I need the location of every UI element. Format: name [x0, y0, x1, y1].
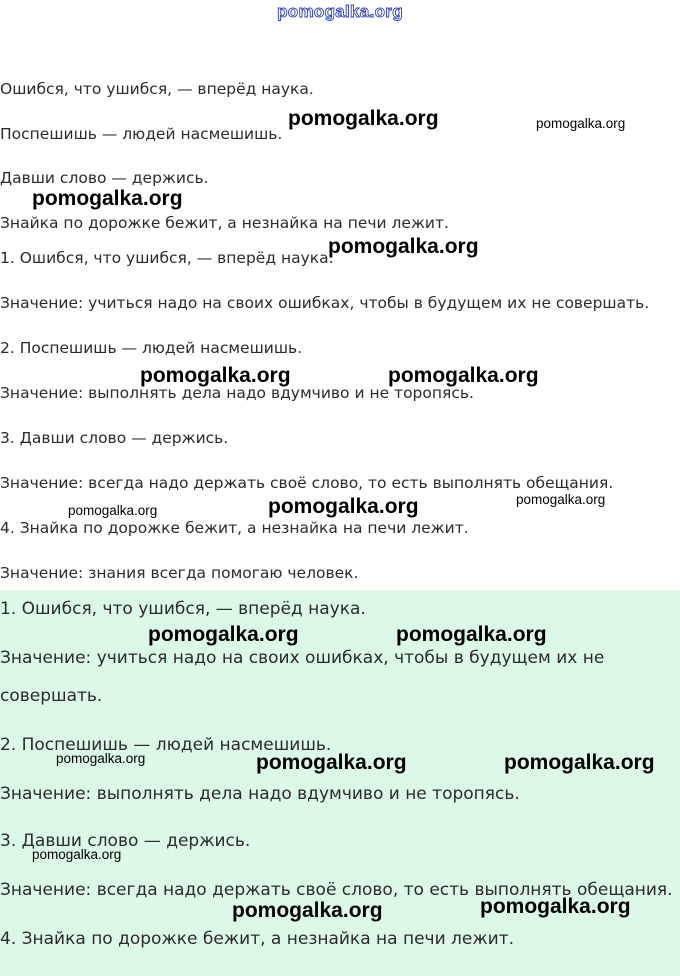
proverb-3: Давши слово — держись. [0, 169, 209, 187]
watermark: pomogalka.org [232, 899, 383, 922]
answer1-meaning-1: Значение: учиться надо на своих ошибках, чтобы в будущем их не совершать. [0, 294, 650, 312]
site-logo[interactable]: pomogalka.org [277, 2, 403, 21]
answer2-proverb-2: 2. Поспешишь — людей насмешишь. [0, 735, 332, 755]
answer2-proverb-4: 4. Знайка по дорожке бежит, а незнайка на печи лежит. [0, 929, 515, 949]
watermark: pomogalka.org [516, 492, 606, 507]
watermark: pomogalka.org [396, 623, 547, 646]
answer1-meaning-2: Значение: выполнять дела надо вдумчиво и не торопясь. [0, 384, 474, 402]
answer2-proverb-1: 1. Ошибся, что ушибся, — вперёд наука. [0, 599, 366, 619]
watermark: pomogalka.org [140, 364, 291, 387]
answer1-meaning-3: Значение: всегда надо держать своё слово, то есть выполнять обещания. [0, 474, 614, 492]
answer1-proverb-4: 4. Знайка по дорожке бежит, а незнайка на печи лежит. [0, 519, 469, 537]
proverb-4: Знайка по дорожке бежит, а незнайка на печи лежит. [0, 214, 449, 232]
answer2-meaning-3: Значение: всегда надо держать своё слово, то есть выполнять обещания. [0, 880, 673, 900]
watermark: pomogalka.org [480, 895, 631, 918]
watermark: pomogalka.org [388, 364, 539, 387]
watermark: pomogalka.org [148, 623, 299, 646]
watermark: pomogalka.org [32, 847, 122, 862]
answer1-proverb-3: 3. Давши слово — держись. [0, 429, 229, 447]
answer2-meaning-1b: совершать. [0, 686, 103, 706]
watermark: pomogalka.org [504, 751, 655, 774]
answer1-proverb-2: 2. Поспешишь — людей насмешишь. [0, 339, 303, 357]
watermark: pomogalka.org [536, 116, 626, 131]
answer2-meaning-2: Значение: выполнять дела надо вдумчиво и не торопясь. [0, 784, 520, 804]
watermark: pomogalka.org [68, 503, 158, 518]
proverb-2: Поспешишь — людей насмешишь. [0, 125, 283, 143]
answer1-meaning-4: Значение: знания всегда помогаю человек. [0, 564, 359, 582]
answer2-meaning-1a: Значение: учиться надо на своих ошибках, чтобы в будущем их не [0, 648, 605, 668]
watermark: pomogalka.org [32, 187, 183, 210]
proverb-1: Ошибся, что ушибся, — вперёд наука. [0, 80, 314, 98]
watermark: pomogalka.org [56, 751, 146, 766]
watermark: pomogalka.org [268, 495, 419, 518]
watermark: pomogalka.org [256, 751, 407, 774]
answer1-proverb-1: 1. Ошибся, что ушибся, — вперёд наука. [0, 249, 334, 267]
answer2-proverb-3: 3. Давши слово — держись. [0, 831, 251, 851]
watermark: pomogalka.org [328, 235, 479, 258]
watermark: pomogalka.org [288, 107, 439, 130]
